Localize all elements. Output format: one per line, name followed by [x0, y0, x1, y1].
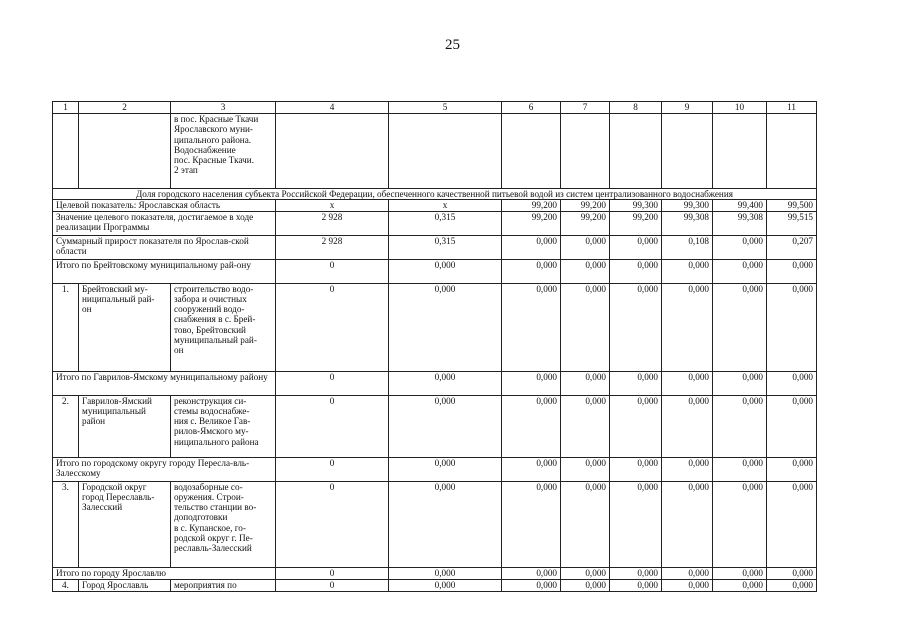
cell-value: 99,200: [610, 211, 662, 235]
cell-value: 0,000: [610, 481, 662, 567]
value-row: [53, 211, 817, 235]
sum-row: [53, 235, 817, 259]
cell-value: 0,000: [767, 371, 817, 395]
cell-value: 0,000: [389, 579, 502, 591]
cell-value: 0,000: [502, 395, 561, 457]
table-row: [53, 579, 817, 591]
cell-value: х: [276, 200, 389, 211]
cell-value: 0,000: [610, 567, 662, 579]
cell-value: 0,000: [767, 259, 817, 283]
cell-value: 0,000: [610, 579, 662, 591]
section-title-row: [53, 189, 817, 200]
cell-value: 0,000: [662, 259, 713, 283]
cell-value: 0,000: [610, 457, 662, 481]
cell-value: 0,000: [713, 283, 767, 371]
section-title: Доля городского населения субъекта Российской Федерации, обеспеченного качественной питьевой водой из систем централизованного водоснабжения: [53, 189, 817, 200]
cell-value: 99,300: [610, 200, 662, 211]
cell-value: 0,000: [561, 457, 610, 481]
total-label: Итого по городу Ярославлю: [53, 567, 276, 579]
cell-value: 0,000: [389, 283, 502, 371]
sum-label: Суммарный прирост показателя по Ярослав-ской области: [53, 235, 276, 259]
cell-value: 2 928: [276, 235, 389, 259]
cell-value: 0: [276, 579, 389, 591]
cell-value: 0,000: [561, 395, 610, 457]
total-label: Итого по городскому округу городу Пересла-вль-Залесскому: [53, 457, 276, 481]
cell-value: 0,000: [389, 259, 502, 283]
cell-value: 0,000: [502, 567, 561, 579]
total-row-pereslavl: [53, 457, 817, 481]
municipality-name: Город Ярославль: [79, 579, 171, 591]
cell-value: 0,000: [662, 567, 713, 579]
cell-value: 99,200: [561, 211, 610, 235]
header-cell: 5: [389, 102, 502, 114]
cell-value: 0,108: [662, 235, 713, 259]
cell-value: 99,500: [767, 200, 817, 211]
cell-value: 0,000: [502, 371, 561, 395]
cell-value: 0,000: [389, 481, 502, 567]
cell-value: 0: [276, 457, 389, 481]
cell-value: 0,000: [561, 235, 610, 259]
cell-value: 99,515: [767, 211, 817, 235]
cell-value: 0,000: [561, 283, 610, 371]
cell-value: 0: [276, 567, 389, 579]
cell-value: х: [389, 200, 502, 211]
row-number: 1.: [53, 283, 79, 371]
cell-value: 0: [276, 283, 389, 371]
cell-value: 99,200: [502, 211, 561, 235]
table-row: [53, 283, 817, 371]
cell-value: 0,000: [610, 259, 662, 283]
cell-value: 0,000: [713, 579, 767, 591]
page-number: 25: [445, 37, 460, 53]
cell-value: 0,000: [561, 567, 610, 579]
measure-description: водозаборные со- оружения. Строи- тельство станции во- доподготовки в с. Купанское, го- родской округ г. Пе- реславль-Залесский: [171, 481, 276, 567]
cell-value: 99,400: [713, 200, 767, 211]
row-number: 2.: [53, 395, 79, 457]
cell-value: 0,000: [389, 371, 502, 395]
target-row: [53, 200, 817, 211]
header-row: [53, 102, 817, 114]
cell-value: 0,000: [662, 395, 713, 457]
cell-value: 0: [276, 259, 389, 283]
cell-value: 0,000: [713, 481, 767, 567]
cell-value: 0,000: [389, 457, 502, 481]
cell-value: 0,000: [502, 259, 561, 283]
table-row: [53, 395, 817, 457]
cell-value: 99,308: [662, 211, 713, 235]
cell-value: 0,000: [662, 457, 713, 481]
cell-value: 0,000: [561, 579, 610, 591]
cell-value: 0,000: [713, 371, 767, 395]
continuation-text: в пос. Красные Ткачи Ярославского муни- ципального района. Водоснабжение пос. Красные Ткачи. 2 этап: [171, 114, 276, 189]
cell-value: 0,000: [713, 235, 767, 259]
cell-value: 0,000: [767, 567, 817, 579]
header-cell: 3: [171, 102, 276, 114]
cell-value: 0,315: [389, 211, 502, 235]
total-row-breitovo: [53, 259, 817, 283]
measure-description: строительство водо- забора и очистных сооружений водо- снабжения в с. Брей- тово, Брейтовский муниципальный рай- он: [171, 283, 276, 371]
table-row: [53, 481, 817, 567]
cell-value: 0,000: [561, 371, 610, 395]
cell-value: 0,000: [767, 481, 817, 567]
program-table: [52, 101, 817, 592]
header-cell: 11: [767, 102, 817, 114]
cell-value: 0,000: [502, 457, 561, 481]
cell-value: 0,315: [389, 235, 502, 259]
cell-value: 0,000: [662, 481, 713, 567]
cell-value: 0,000: [389, 567, 502, 579]
header-cell: 10: [713, 102, 767, 114]
cell-value: 99,200: [561, 200, 610, 211]
cell-value: 0,000: [713, 457, 767, 481]
header-cell: 7: [561, 102, 610, 114]
municipality-name: Гаврилов-Ямский муниципальный район: [79, 395, 171, 457]
header-cell: 6: [502, 102, 561, 114]
cell-value: 0,000: [767, 579, 817, 591]
row-number: 3.: [53, 481, 79, 567]
header-cell: 1: [53, 102, 79, 114]
cell-value: 0,207: [767, 235, 817, 259]
measure-description: мероприятия по: [171, 579, 276, 591]
cell-value: 0,000: [767, 395, 817, 457]
total-label: Итого по Брейтовскому муниципальному рай-ону: [53, 259, 276, 283]
cell-value: 0,000: [662, 371, 713, 395]
cell-value: 0,000: [713, 259, 767, 283]
cell-value: 0,000: [561, 259, 610, 283]
header-cell: 8: [610, 102, 662, 114]
total-row-gavrilov-yam: [53, 371, 817, 395]
header-cell: 2: [79, 102, 171, 114]
cell-value: 99,200: [502, 200, 561, 211]
cell-value: 0,000: [561, 481, 610, 567]
municipality-name: Брейтовский му- ниципальный рай- он: [79, 283, 171, 371]
cell-value: 0,000: [502, 283, 561, 371]
header-cell: 9: [662, 102, 713, 114]
cell-value: 99,300: [662, 200, 713, 211]
cell-value: 0,000: [713, 395, 767, 457]
cell-value: 0,000: [662, 283, 713, 371]
cell-value: 0,000: [610, 371, 662, 395]
cell-value: 0,000: [610, 235, 662, 259]
value-label: Значение целевого показателя, достигаемое в ходе реализации Программы: [53, 211, 276, 235]
cell-value: 99,308: [713, 211, 767, 235]
cell-value: 2 928: [276, 211, 389, 235]
cell-value: 0,000: [713, 567, 767, 579]
municipality-name: Городской округ город Переславль- Залесский: [79, 481, 171, 567]
header-cell: 4: [276, 102, 389, 114]
cell-value: 0: [276, 481, 389, 567]
cell-value: 0,000: [767, 457, 817, 481]
cell-value: 0,000: [502, 481, 561, 567]
cell-value: 0,000: [767, 283, 817, 371]
cell-value: 0,000: [662, 579, 713, 591]
cell-value: 0: [276, 395, 389, 457]
continuation-row: [53, 114, 817, 189]
cell-value: 0,000: [389, 395, 502, 457]
total-row-yaroslavl: [53, 567, 817, 579]
total-label: Итого по Гаврилов-Ямскому муниципальному району: [53, 371, 276, 395]
cell-value: 0,000: [502, 579, 561, 591]
cell-value: 0,000: [502, 235, 561, 259]
measure-description: реконструкция си- стемы водоснабже- ния с. Великое Гав- рилов-Ямского му- ниципального района: [171, 395, 276, 457]
cell-value: 0: [276, 371, 389, 395]
target-label: Целевой показатель: Ярославская область: [53, 200, 276, 211]
cell-value: 0,000: [610, 395, 662, 457]
row-number: 4.: [53, 579, 79, 591]
cell-value: 0,000: [610, 283, 662, 371]
